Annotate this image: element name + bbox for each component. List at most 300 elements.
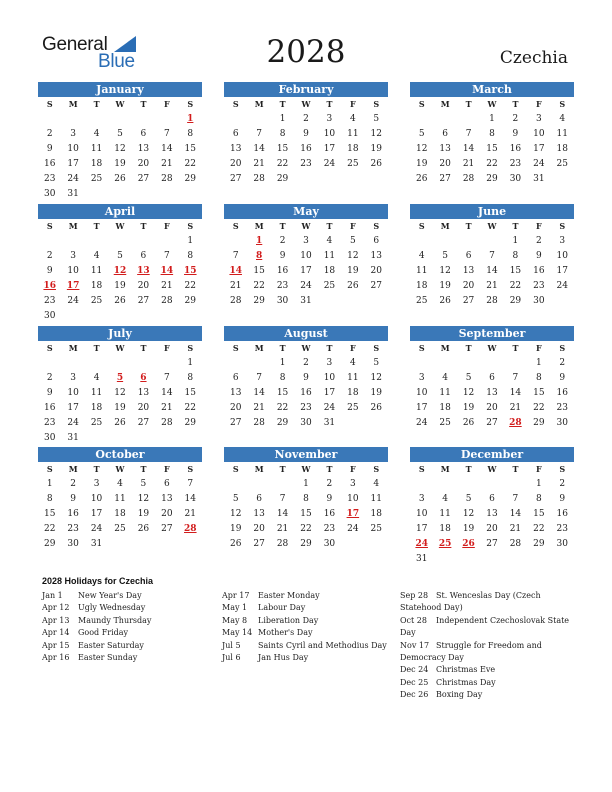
weekday-label: W xyxy=(487,221,497,231)
holiday-day-cell: 12 xyxy=(113,266,127,276)
week-row xyxy=(38,537,202,552)
holiday-entry xyxy=(400,664,580,676)
week-row xyxy=(410,537,574,552)
day-cell: 13 xyxy=(370,251,382,261)
empty-day-cell xyxy=(108,309,131,324)
holiday-entry xyxy=(42,640,212,652)
day-cell: 12 xyxy=(114,388,126,398)
day-cell: 7 xyxy=(163,251,170,261)
day-cell: 8 xyxy=(535,494,542,504)
holiday-day-cell: 5 xyxy=(116,373,124,383)
day-cell: 11 xyxy=(556,129,568,139)
day-cell: 19 xyxy=(137,509,150,519)
day-cell: 9 xyxy=(326,494,333,504)
day-cell: 23 xyxy=(43,296,56,306)
day-cell: 11 xyxy=(347,129,359,139)
holiday-date: Dec 26 xyxy=(400,690,429,700)
day-cell: 5 xyxy=(373,114,380,124)
holiday-name: Easter Monday xyxy=(258,591,320,600)
day-cell: 24 xyxy=(533,159,545,169)
day-cell: 12 xyxy=(462,388,475,398)
week-row xyxy=(224,477,388,492)
day-cell: 29 xyxy=(184,174,196,184)
holiday-name: Easter Sunday xyxy=(78,652,138,662)
holiday-name: Maundy Thursday xyxy=(78,615,152,625)
day-cell: 9 xyxy=(535,251,542,261)
day-cell: 26 xyxy=(347,281,359,291)
day-cell: 23 xyxy=(276,281,289,291)
empty-day-cell xyxy=(480,552,503,567)
day-cell: 3 xyxy=(93,479,100,489)
day-cell: 3 xyxy=(535,114,542,124)
weekday-label: S xyxy=(187,221,194,231)
day-cell: 13 xyxy=(486,388,498,398)
weekday-label: F xyxy=(164,221,170,231)
day-cell: 5 xyxy=(117,251,123,261)
day-cell: 9 xyxy=(46,266,53,276)
day-cell: 13 xyxy=(137,388,150,398)
day-cell: 1 xyxy=(535,358,542,368)
weekday-label: S xyxy=(232,343,239,353)
weekday-label: T xyxy=(93,343,100,353)
day-cell: 12 xyxy=(137,494,150,504)
day-cell: 30 xyxy=(509,174,522,184)
week-row xyxy=(38,492,202,507)
empty-day-cell xyxy=(61,356,84,371)
weekday-label: M xyxy=(254,464,264,474)
empty-day-cell xyxy=(85,356,108,371)
day-cell: 15 xyxy=(276,144,289,154)
week-row xyxy=(224,279,388,294)
holiday-day-cell: 8 xyxy=(256,251,263,261)
day-cell: 18 xyxy=(415,281,428,291)
day-cell: 7 xyxy=(256,129,262,139)
weekday-label: S xyxy=(46,343,53,353)
day-cell: 1 xyxy=(279,358,286,368)
day-cell: 2 xyxy=(46,373,53,383)
empty-day-cell xyxy=(155,537,178,552)
holiday-date: Jan 1 xyxy=(42,591,63,600)
day-cell: 8 xyxy=(187,251,194,261)
day-cell: 27 xyxy=(370,281,382,291)
day-cell: 18 xyxy=(347,144,359,154)
day-cell: 23 xyxy=(509,159,522,169)
weekday-label: T xyxy=(512,99,519,109)
day-cell: 5 xyxy=(140,479,147,489)
day-cell: 17 xyxy=(323,144,336,154)
day-cell: 14 xyxy=(509,388,522,398)
day-cell: 5 xyxy=(465,373,472,383)
empty-day-cell xyxy=(108,112,131,127)
weekday-label: W xyxy=(487,464,497,474)
holiday-entry xyxy=(400,615,580,640)
weekday-header xyxy=(410,219,574,234)
empty-day-cell xyxy=(480,234,503,249)
day-cell: 30 xyxy=(43,311,56,321)
month-name: April xyxy=(38,204,202,219)
day-cell: 29 xyxy=(43,539,56,549)
holiday-day-cell: 13 xyxy=(137,266,150,276)
month-name: November xyxy=(224,447,388,462)
day-cell: 15 xyxy=(253,266,265,276)
day-cell: 3 xyxy=(349,479,356,489)
day-cell: 10 xyxy=(90,494,103,504)
weekday-label: M xyxy=(440,464,450,474)
week-row xyxy=(224,522,388,537)
day-cell: 17 xyxy=(415,403,428,413)
empty-day-cell xyxy=(85,309,108,324)
holiday-entry xyxy=(222,652,392,664)
day-cell: 30 xyxy=(300,418,312,428)
empty-day-cell xyxy=(457,477,480,492)
holiday-day-cell: 16 xyxy=(43,281,56,291)
empty-day-cell xyxy=(108,537,131,552)
empty-day-cell xyxy=(85,112,108,127)
day-cell: 16 xyxy=(556,509,568,519)
week-row xyxy=(224,401,388,416)
empty-day-cell xyxy=(155,356,178,371)
day-cell: 4 xyxy=(93,129,100,139)
weekday-label: W xyxy=(115,343,125,353)
empty-day-cell xyxy=(480,356,503,371)
day-cell: 17 xyxy=(556,266,568,276)
empty-day-cell xyxy=(457,112,480,127)
day-cell: 31 xyxy=(67,433,79,443)
month-june xyxy=(410,204,574,309)
weekday-label: T xyxy=(465,221,472,231)
empty-day-cell xyxy=(247,477,270,492)
empty-day-cell xyxy=(132,187,155,202)
day-cell: 30 xyxy=(556,418,568,428)
holiday-name: Good Friday xyxy=(78,628,129,638)
day-cell: 19 xyxy=(114,403,126,413)
day-cell: 7 xyxy=(256,373,262,383)
day-cell: 10 xyxy=(67,144,79,154)
holiday-entry xyxy=(400,590,580,615)
day-cell: 16 xyxy=(300,388,312,398)
day-cell: 26 xyxy=(137,524,150,534)
weekday-label: S xyxy=(373,99,380,109)
day-cell: 15 xyxy=(184,144,196,154)
month-name: February xyxy=(224,82,388,97)
day-cell: 21 xyxy=(509,524,522,534)
day-cell: 24 xyxy=(67,418,79,428)
holiday-date: May 1 xyxy=(222,603,248,613)
empty-day-cell xyxy=(108,431,131,446)
day-cell: 19 xyxy=(114,281,126,291)
day-cell: 20 xyxy=(137,281,150,291)
week-row xyxy=(38,264,202,279)
empty-day-cell xyxy=(85,431,108,446)
weekday-label: S xyxy=(559,343,566,353)
day-cell: 27 xyxy=(137,174,150,184)
week-row xyxy=(410,142,574,157)
holiday-day-cell: 25 xyxy=(438,539,452,549)
holiday-name: Easter Saturday xyxy=(78,640,144,650)
empty-day-cell xyxy=(155,234,178,249)
day-cell: 1 xyxy=(46,479,53,489)
day-cell: 5 xyxy=(442,251,448,261)
day-cell: 5 xyxy=(232,494,239,504)
day-cell: 10 xyxy=(415,509,428,519)
day-cell: 21 xyxy=(161,403,173,413)
empty-day-cell xyxy=(85,187,108,202)
day-cell: 19 xyxy=(462,524,475,534)
day-cell: 11 xyxy=(114,494,126,504)
day-cell: 28 xyxy=(276,539,289,549)
week-row xyxy=(224,234,388,249)
day-cell: 6 xyxy=(232,129,239,139)
weekday-label: W xyxy=(487,99,497,109)
day-cell: 19 xyxy=(114,159,126,169)
day-cell: 7 xyxy=(163,129,170,139)
weekday-label: T xyxy=(465,343,472,353)
holiday-date: Apr 15 xyxy=(42,640,70,650)
day-cell: 28 xyxy=(486,296,498,306)
day-cell: 26 xyxy=(114,174,126,184)
week-row xyxy=(224,416,388,431)
weekday-label: M xyxy=(440,221,450,231)
weekday-label: T xyxy=(279,343,286,353)
day-cell: 18 xyxy=(370,509,382,519)
weekday-label: S xyxy=(418,343,425,353)
day-cell: 22 xyxy=(184,281,196,291)
day-cell: 1 xyxy=(187,358,194,368)
month-september xyxy=(410,326,574,431)
week-row xyxy=(38,157,202,172)
empty-day-cell xyxy=(365,172,388,187)
weekday-label: S xyxy=(559,464,566,474)
day-cell: 19 xyxy=(462,403,475,413)
day-cell: 19 xyxy=(415,159,428,169)
day-cell: 6 xyxy=(163,479,170,489)
day-cell: 9 xyxy=(512,129,519,139)
weekday-label: M xyxy=(68,343,78,353)
day-cell: 21 xyxy=(509,403,522,413)
empty-day-cell xyxy=(61,112,84,127)
day-cell: 30 xyxy=(533,296,545,306)
day-cell: 26 xyxy=(114,296,126,306)
day-cell: 25 xyxy=(90,174,103,184)
day-cell: 3 xyxy=(559,236,566,246)
empty-day-cell xyxy=(179,187,202,202)
empty-day-cell xyxy=(318,294,341,309)
day-cell: 21 xyxy=(253,159,265,169)
day-cell: 30 xyxy=(323,539,336,549)
empty-day-cell xyxy=(179,309,202,324)
day-cell: 26 xyxy=(415,174,428,184)
week-row xyxy=(38,127,202,142)
holiday-column xyxy=(400,590,580,702)
empty-day-cell xyxy=(457,552,480,567)
empty-day-cell xyxy=(551,552,574,567)
weekday-label: S xyxy=(418,221,425,231)
weekday-label: F xyxy=(350,464,356,474)
day-cell: 4 xyxy=(373,479,380,489)
day-cell: 13 xyxy=(161,494,173,504)
day-cell: 7 xyxy=(512,373,519,383)
day-cell: 17 xyxy=(323,388,336,398)
day-cell: 23 xyxy=(67,524,79,534)
day-cell: 15 xyxy=(184,388,196,398)
weekday-label: F xyxy=(536,464,542,474)
empty-day-cell xyxy=(247,356,270,371)
day-cell: 7 xyxy=(232,251,239,261)
day-cell: 15 xyxy=(276,388,289,398)
month-november xyxy=(224,447,388,552)
day-cell: 21 xyxy=(276,524,289,534)
empty-day-cell xyxy=(551,172,574,187)
weekday-label: S xyxy=(187,343,194,353)
empty-day-cell xyxy=(38,356,61,371)
day-cell: 22 xyxy=(486,159,498,169)
day-cell: 27 xyxy=(137,296,150,306)
day-cell: 16 xyxy=(67,509,79,519)
weekday-label: W xyxy=(115,464,125,474)
holiday-day-cell: 1 xyxy=(187,114,194,124)
day-cell: 2 xyxy=(559,479,566,489)
day-cell: 8 xyxy=(535,373,542,383)
weekday-label: T xyxy=(465,99,472,109)
day-cell: 9 xyxy=(70,494,76,504)
day-cell: 31 xyxy=(300,296,312,306)
week-row xyxy=(410,386,574,401)
day-cell: 3 xyxy=(70,251,76,261)
empty-day-cell xyxy=(132,112,155,127)
day-cell: 27 xyxy=(486,539,498,549)
day-cell: 18 xyxy=(323,266,336,276)
month-august xyxy=(224,326,388,431)
day-cell: 29 xyxy=(533,539,545,549)
day-cell: 6 xyxy=(256,494,262,504)
day-cell: 10 xyxy=(323,129,336,139)
day-cell: 18 xyxy=(114,509,126,519)
day-cell: 16 xyxy=(509,144,522,154)
holiday-entry xyxy=(400,677,580,689)
week-row xyxy=(410,279,574,294)
empty-day-cell xyxy=(85,234,108,249)
weekday-label: W xyxy=(301,464,311,474)
day-cell: 9 xyxy=(46,144,53,154)
empty-day-cell xyxy=(365,537,388,552)
empty-day-cell xyxy=(179,537,202,552)
day-cell: 4 xyxy=(442,373,448,383)
week-row xyxy=(224,386,388,401)
empty-day-cell xyxy=(433,477,456,492)
month-name: January xyxy=(38,82,202,97)
holiday-entry xyxy=(222,640,392,652)
empty-day-cell xyxy=(433,356,456,371)
week-row xyxy=(410,477,574,492)
holiday-day-cell: 17 xyxy=(66,281,80,291)
day-cell: 17 xyxy=(300,266,312,276)
weekday-label: F xyxy=(536,221,542,231)
day-cell: 20 xyxy=(486,403,498,413)
month-name: May xyxy=(224,204,388,219)
empty-day-cell xyxy=(61,309,84,324)
day-cell: 6 xyxy=(489,494,495,504)
holiday-name: Mother's Day xyxy=(258,628,313,638)
month-name: August xyxy=(224,326,388,341)
weekday-label: F xyxy=(350,221,356,231)
month-december xyxy=(410,447,574,567)
empty-day-cell xyxy=(504,552,527,567)
day-cell: 19 xyxy=(229,524,242,534)
day-cell: 25 xyxy=(556,159,568,169)
day-cell: 2 xyxy=(303,114,309,124)
week-row xyxy=(224,264,388,279)
holiday-entry xyxy=(42,590,212,602)
day-cell: 22 xyxy=(276,159,289,169)
holiday-entry xyxy=(222,627,392,639)
empty-day-cell xyxy=(132,356,155,371)
empty-day-cell xyxy=(132,309,155,324)
weekday-header xyxy=(224,341,388,356)
weekday-label: S xyxy=(46,99,53,109)
day-cell: 10 xyxy=(67,266,79,276)
day-cell: 18 xyxy=(90,159,103,169)
day-cell: 12 xyxy=(229,509,242,519)
empty-day-cell xyxy=(224,356,247,371)
weekday-label: F xyxy=(350,99,356,109)
holiday-date: Apr 12 xyxy=(42,603,70,613)
holiday-day-cell: 17 xyxy=(346,509,360,519)
weekday-header xyxy=(224,219,388,234)
empty-day-cell xyxy=(341,172,364,187)
day-cell: 1 xyxy=(489,114,495,124)
weekday-label: F xyxy=(536,99,542,109)
weekday-header xyxy=(224,462,388,477)
day-cell: 21 xyxy=(161,281,173,291)
holiday-day-cell: 1 xyxy=(256,236,263,246)
day-cell: 12 xyxy=(370,129,382,139)
day-cell: 13 xyxy=(462,266,475,276)
day-cell: 31 xyxy=(533,174,545,184)
day-cell: 15 xyxy=(533,509,545,519)
weekday-label: F xyxy=(164,99,170,109)
day-cell: 28 xyxy=(253,418,265,428)
holiday-entry xyxy=(400,640,580,665)
day-cell: 24 xyxy=(90,524,103,534)
empty-day-cell xyxy=(318,172,341,187)
weekday-label: W xyxy=(487,343,497,353)
weekday-header xyxy=(38,219,202,234)
day-cell: 11 xyxy=(90,266,103,276)
weekday-label: T xyxy=(279,221,286,231)
day-cell: 7 xyxy=(512,494,519,504)
day-cell: 11 xyxy=(415,266,428,276)
day-cell: 31 xyxy=(323,418,336,428)
day-cell: 23 xyxy=(43,174,56,184)
week-row xyxy=(38,294,202,309)
holiday-date: Nov 17 xyxy=(400,640,430,650)
week-row xyxy=(410,401,574,416)
day-cell: 27 xyxy=(229,418,242,428)
week-row xyxy=(38,431,202,446)
weekday-label: T xyxy=(140,99,147,109)
weekday-label: T xyxy=(326,221,333,231)
logo-word-blue: Blue xyxy=(98,51,135,72)
week-row xyxy=(224,356,388,371)
day-cell: 9 xyxy=(279,251,286,261)
day-cell: 22 xyxy=(184,403,196,413)
day-cell: 20 xyxy=(370,266,382,276)
day-cell: 25 xyxy=(114,524,126,534)
day-cell: 27 xyxy=(161,524,173,534)
day-cell: 26 xyxy=(370,403,382,413)
week-row xyxy=(38,386,202,401)
day-cell: 13 xyxy=(486,509,498,519)
